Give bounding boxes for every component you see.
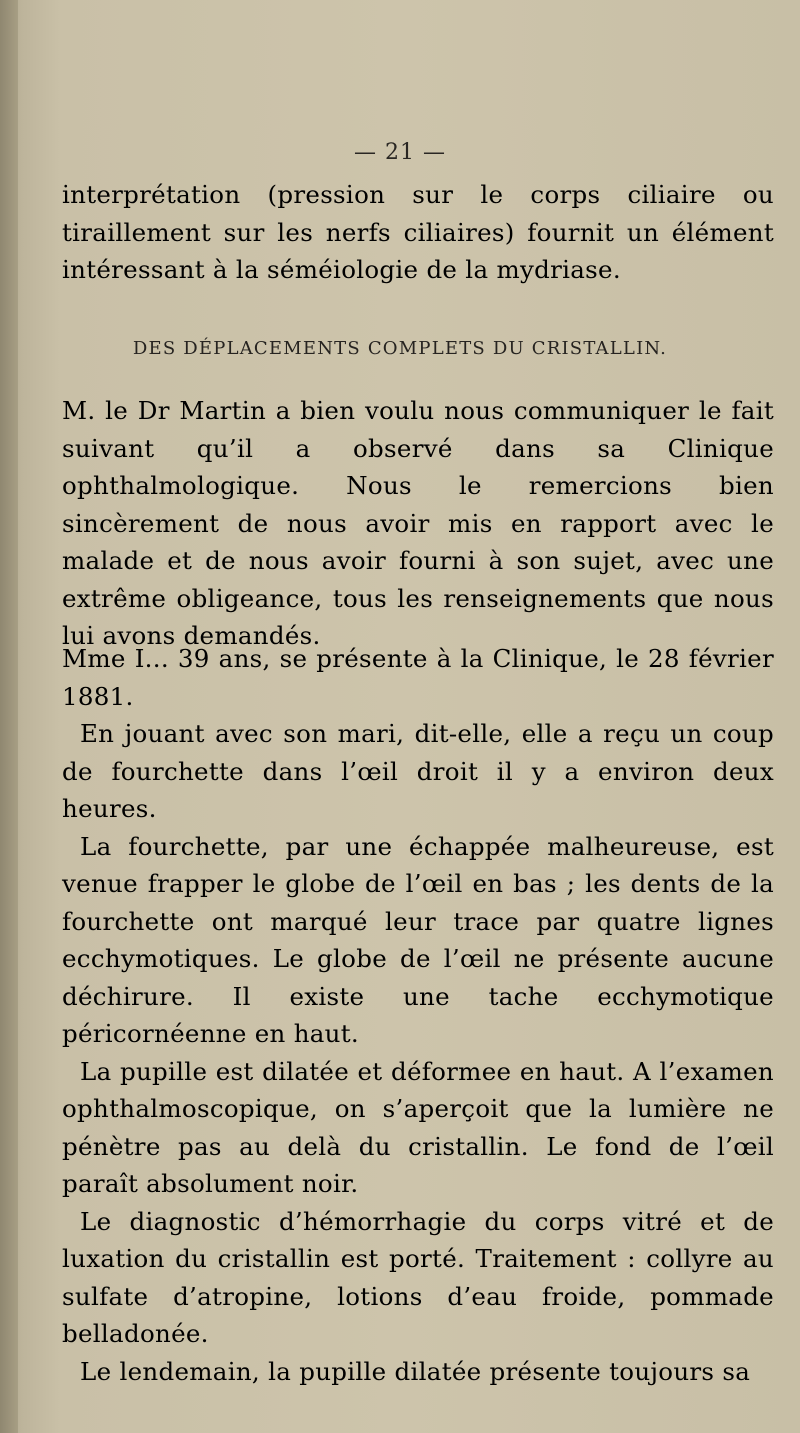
paragraph-1: M. le Dr Martin a bien voulu nous communiquer le fait suivant qu’il a observé dans sa Clinique ophthalmologique. Nous le remercions bien sincèrement de nous avoir mis en rapport avec le malade et de nous avoir fourni à son sujet, avec une extrême obligeance, tous les renseignements que nous lui avons demandés. (62, 396, 774, 650)
intro-block (62, 176, 774, 289)
binding-shadow (0, 0, 18, 1433)
case-paragraph: Le diagnostic d’hémorrhagie du corps vitré et de luxation du cristallin est porté. Traitement : collyre au sulfate d’atropine, lotions d’eau froide, pommade belladonée. (62, 1206, 774, 1348)
page-number: — 21 — (354, 140, 446, 165)
case-intro: Mme I... 39 ans, se présente à la Clinique, le 28 février 1881. (62, 644, 774, 711)
case-block (62, 640, 774, 1390)
case-paragraph: Le lendemain, la pupille dilatée présente toujours sa (80, 1356, 751, 1386)
case-paragraph: En jouant avec son mari, dit-elle, elle a reçu un coup de fourchette dans l’œil droit il y a environ deux heures. (62, 719, 774, 823)
paragraph-1-block (62, 392, 774, 655)
section-title: DES DÉPLACEMENTS COMPLETS DU CRISTALLIN. (132, 338, 668, 359)
case-paragraph: La pupille est dilatée et déformee en haut. A l’examen ophthalmoscopique, on s’aperçoit que la lumière ne pénètre pas au delà du cristallin. Le fond de l’œil paraît absolument noir. (62, 1056, 774, 1198)
case-paragraph: La fourchette, par une échappée malheureuse, est venue frapper le globe de l’œil en bas ; les dents de la fourchette ont marqué leur trace par quatre lignes ecchymotiques. Le globe de l’œil ne présente aucune déchirure. Il existe une tache ecchymotique péricornéenne en haut. (62, 831, 774, 1048)
intro-paragraph: interprétation (pression sur le corps ciliaire ou tiraillement sur les nerfs ciliaires) fournit un élément intéressant à la séméiologie de la mydriase. (62, 180, 774, 284)
